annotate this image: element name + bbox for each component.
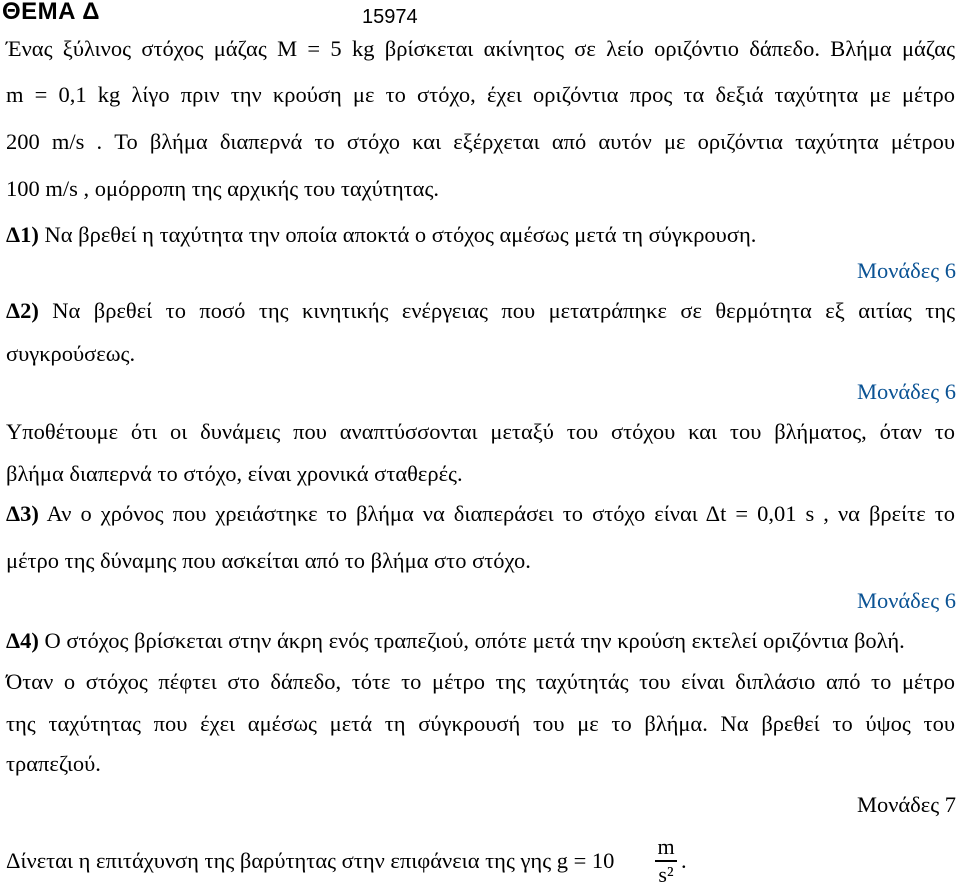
assumption-line-2: βλήμα διαπερνά το στόχο, είναι χρονικά σταθερές. [6,461,463,486]
gravity-unit-numerator: m [657,834,675,859]
question-d4-label: Δ4) [6,628,39,653]
question-d4-line-4: τραπεζιού. [6,751,101,776]
question-d3-line-1 [6,499,955,529]
question-d4-text: Ο στόχος βρίσκεται στην άκρη ενός τραπεζιού, οπότε μετά την κρούση εκτελεί οριζόντια βολή. [38,628,905,653]
question-d4-line-1 [6,626,955,656]
question-d2-line-1 [6,296,955,326]
question-d2-points: Μονάδες 6 [856,379,956,404]
intro-line-1: Ένας ξύλινος στόχος μάζας M = 5 kg βρίσκεται ακίνητος σε λείο οριζόντιο δάπεδο. Βλήμα μάζας [6,36,955,61]
question-d1-points: Μονάδες 6 [856,258,956,283]
document-id: 15974 [362,6,418,28]
question-d3-line-2: μέτρο της δύναμης που ασκείται από το βλήμα στο στόχο. [6,548,531,573]
question-d2-label: Δ2) [6,298,39,323]
question-d2-line-2: συγκρούσεως. [6,341,136,366]
given-gravity [6,846,955,876]
exam-heading: ΘΕΜΑ Δ [2,0,101,25]
question-d3-points: Μονάδες 6 [856,588,956,613]
intro-line-4: 100 m/s , ομόρροπη της αρχικής του ταχύτητας. [6,176,440,201]
question-d1 [6,220,955,250]
question-d3-text: Αν ο χρόνος που χρειάστηκε το βλήμα να διαπεράσει το στόχο είναι Δt = 0,01 s , να βρείτε το [38,501,955,526]
question-d1-label: Δ1) [6,222,39,247]
question-d3-label: Δ3) [6,501,39,526]
question-d4-points: Μονάδες 7 [856,792,956,817]
intro-line-2: m = 0,1 kg λίγο πριν την κρούση με το στόχο, έχει οριζόντια προς τα δεξιά ταχύτητα με μέτρο [6,82,955,107]
question-d2-text: Να βρεθεί το ποσό της κινητικής ενέργειας που μετατράπηκε σε θερμότητα εξ αιτίας της [38,298,955,323]
gravity-period: . [681,848,687,873]
assumption-line-1: Υποθέτουμε ότι οι δυνάμεις που αναπτύσσονται μεταξύ του στόχου και του βλήματος, όταν το [6,419,955,444]
question-d1-text: Να βρεθεί η ταχύτητα την οποία αποκτά ο στόχος αμέσως μετά τη σύγκρουση. [38,222,757,247]
question-d4-line-3: της ταχύτητας που έχει αμέσως μετά τη σύγκρουσή του με το βλήμα. Να βρεθεί το ύψος του [6,711,955,736]
question-d4-line-2: Όταν ο στόχος πέφτει στο δάπεδο, τότε το μέτρο της ταχύτητάς του είναι διπλάσιο από το μέτρο [6,669,955,694]
gravity-unit-denominator: s² [658,861,674,887]
gravity-unit-fraction [655,835,677,887]
intro-line-3: 200 m/s . Το βλήμα διαπερνά το στόχο και εξέρχεται από αυτόν με οριζόντια ταχύτητα μέτρου [6,129,955,154]
given-gravity-text: Δίνεται η επιτάχυνση της βαρύτητας στην επιφάνεια της γης g = 10 [6,848,615,873]
